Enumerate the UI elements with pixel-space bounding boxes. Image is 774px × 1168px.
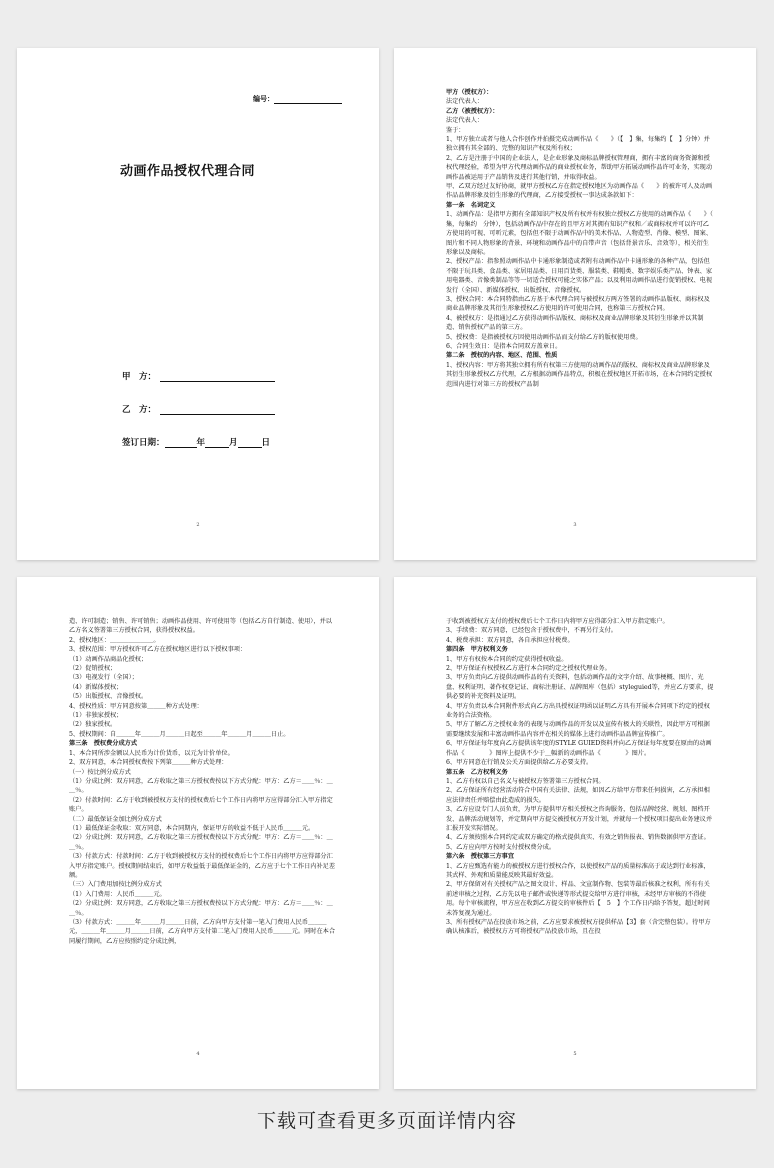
paragraph: 3、乙方应设专门人员负责，为甲方提供甲方相关授权之咨询服务，包括品牌经营、规划、图档开发、品牌活动规划等，并定期向甲方提交被授权方开发计划，并就每一个授权项目提出业务建议并汇报开发实际情况。 <box>446 806 713 832</box>
section-heading: 第五条 乙方权利义务 <box>446 768 508 776</box>
page-body <box>446 617 714 1041</box>
paragraph: 3、授权合同：本合同特指由乙方基于本代理合同与被授权方两方签署的动画作品版权、商标权及商业品牌形象及其衍生形象授权乙方使用的许可使用合同，也称第三方授权合同。 <box>446 295 710 313</box>
contract-number <box>253 94 342 104</box>
paragraph: 2、乙方是注册于中国的企业法人，是企业形象及商标品牌授权管理商，拥有丰富的商务资源和授权代理经验，希望为甲方代理动画作品的商业授权业务，帮助甲方拓展动画作品许可业务，实现动画作品被运用于产品销售及进行其他行销，并取得收益。 <box>446 154 713 181</box>
party-a-label: 甲 方： <box>122 372 157 382</box>
paragraph: 4、甲方负责以本合同附件形式向乙方出具授权证明函以证明乙方具有开展本合同项下约定的授权业务的合法资格。 <box>446 702 710 720</box>
paragraph: （二）最低保证金加比例分成方式 <box>69 815 162 823</box>
paragraph: 5、乙方应向甲方按时支付授权费分成。 <box>446 843 556 851</box>
party-b-blank <box>160 405 275 415</box>
section-heading: 第四条 甲方权利义务 <box>446 646 508 654</box>
party-a-line <box>122 370 275 382</box>
month-label: 月 <box>229 438 238 448</box>
page-number: 2 <box>196 522 200 528</box>
section-heading: 第一条 名词定义 <box>446 201 496 209</box>
page-body <box>69 617 337 1041</box>
paragraph: （3）电视发行（全国）； <box>69 674 138 682</box>
paragraph: （1）入门费用：人民币＿＿＿元。 <box>69 890 166 898</box>
paragraph: 6、合同生效日：是指本合同双方盖章日。 <box>446 342 562 350</box>
paragraph: 6、甲方保证每年度向乙方提供该年度的STYLE GUIED资料并向乙方保证每年度要在原由的动画作品《 》图库上提供不少于＿幅新的动画作品《 》图片。 <box>446 740 712 757</box>
paragraph: （1）非独家授权； <box>69 712 123 720</box>
paragraph: 鉴于： <box>446 126 465 134</box>
section-heading: 第三条 授权费分成方式 <box>69 740 138 748</box>
paragraph: 造、许可制造；销售、许可销售；动画作品使用、许可使用等（包括乙方自行制造、使用），并以乙方名义签署第三方授权合同，获得授权权益。 <box>69 618 332 635</box>
paragraph: 4、乙方须按照本合同约定或双方确定的格式提供真实、有效之销售报表、销售数据供甲方查证。 <box>446 834 710 842</box>
party-b-label: 乙 方： <box>122 405 157 415</box>
paragraph: 2、乙方保证所有经营活动符合中国有关法律、法规，如因乙方给甲方带来任何损害，乙方承担相应法律责任并赔偿由此造成的损失。 <box>446 787 710 804</box>
contract-page-3 <box>394 48 756 560</box>
paragraph: 法定代表人： <box>446 98 484 106</box>
paragraph: 2、授权地区：＿＿＿＿＿＿＿。 <box>69 636 160 644</box>
sign-date-line <box>122 436 270 448</box>
paragraph: 6、甲方同意在行销及公关方面提供给乙方必要支持。 <box>446 759 593 767</box>
paragraph: （2）付款时间：乙方于收到被授权方支付的授权费后七个工作日内将甲方应得部分汇入甲方指定账户。 <box>69 796 333 814</box>
section-heading: 第六条 授权第三方事宜 <box>446 853 515 861</box>
paragraph: 2、授权产品：指参照动画作品中卡通形象制造或者附有动画作品中卡通形象的各种产品，包括但不限于玩具类、食品类、家居用品类、日用百货类、服装类、鞋帽类、数字娱乐类产品、钟表、家用电器类、音像类制品等等一切适合授权可能之实体产品；以及利用动画作品进行促销授权、电视发行（全国）、新媒体授权、出版授权、音像授权。 <box>446 258 713 294</box>
paragraph: 1、动画作品：是指甲方拥有全部知识产权及所有权并有权独立授权乙方使用的动画作品《 》（ 集，每集约 分钟），包括动画作品中存在的且甲方对其拥有知识产权和／或商标权并可以许可乙方使用的可视、可听元素，包括但不限于动画作品中的美术作品、人物造型、肖像、模型、图案、图片和不同人物形象的背景、环境和动画作品中的自带声音（包括背景音乐、音效等），相关衍生形象以及商标。 <box>446 211 720 256</box>
party-a-blank <box>160 372 275 382</box>
paragraph: 3、授权范围：甲方授权许可乙方在授权地区进行以下授权事项： <box>69 646 247 654</box>
paragraph: 4、被授权方：是指通过乙方获得动画作品版权、商标权及商业品牌形象及其衍生形象并以其制造、销售授权产品的第三方。 <box>446 314 704 332</box>
paragraph: （3）付款方式：＿＿＿年＿＿＿月＿＿＿日前，乙方向甲方支付第一笔入门费用人民币＿＿＿元，＿＿＿年＿＿＿月＿＿＿日前，乙方向甲方支付第二笔入门费用人民币＿＿＿元。同时在本合同履行期间，乙方应按照约定分成比例， <box>69 919 336 945</box>
paragraph: （5）出版授权、音像授权。 <box>69 693 148 701</box>
paragraph: （2）分成比例：双方同意，乙方收取之第三方授权费按以下方式分配：甲方：乙方＝＿＿％：＿＿％。 <box>69 834 333 851</box>
paragraph: 1、甲方有权按本合同的约定获得授权收益。 <box>446 655 568 663</box>
year-label: 年 <box>196 438 206 448</box>
paragraph: 3、手续费：双方同意，已经包含于授权费中，不再另行支付。 <box>446 627 617 635</box>
section-heading: 乙方（被授权方）： <box>446 107 499 115</box>
paragraph: 法定代表人： <box>446 117 484 125</box>
contract-cover-page <box>17 48 379 560</box>
contract-title: 动画作品授权代理合同 <box>120 164 256 179</box>
contract-number-blank <box>274 95 342 104</box>
paragraph: 2、甲方保证有权授权乙方进行本合同约定之授权代理业务。 <box>446 665 611 673</box>
paragraph: 3、甲方负责向乙方提供动画作品的有关资料，包括动画作品的文字介绍、故事梗概、图片、光盘、权利证明、著作权登记证、商标注册证、品牌图库（包括）styleguied等，并应乙方要求，提供必要的补充资料及证明。 <box>446 674 714 701</box>
paragraph: （2）独家授权。 <box>69 721 117 729</box>
sign-date-label: 签订日期： <box>122 438 165 448</box>
contract-page-4 <box>17 577 379 1089</box>
day-label: 日 <box>261 438 271 448</box>
paragraph: 1、乙方应甄选有能力的被授权方进行授权合作，以使授权产品的质量标准高于或达到行业标准，其式样、外观和质量能反映其最好效益。 <box>446 862 710 879</box>
contract-page-5 <box>394 577 756 1089</box>
paragraph: 2、双方同意，本合同授权费按下列第＿＿＿种方式处理： <box>69 759 228 767</box>
paragraph: （1）分成比例：双方同意，乙方收取之第三方授权费按以下方式分配：甲方：乙方＝＿＿％：＿＿％。 <box>69 777 333 795</box>
paragraph: （2）促销授权； <box>69 665 117 673</box>
paragraph: 1、甲方独立或者与他人合作创作并拍摄完成动画作品《 》（【 】集，每集约【 】分钟）并独立拥有其全部的、完整的知识产权及所有权； <box>446 136 710 153</box>
download-more-link[interactable]: 下载可查看更多页面详情内容 <box>256 1110 517 1132</box>
party-b-line <box>122 403 275 415</box>
paragraph: 5、授权期间：自＿＿＿年＿＿＿月＿＿＿日起至＿＿＿年＿＿＿月＿＿＿日止。 <box>69 730 290 738</box>
paragraph: （一）按比例分成方式 <box>69 768 131 776</box>
paragraph: 2、甲方保留对有关授权产品之图文设计、样品、文宣制作物、包装等最后核准之权利，所有有关前述审核之过程，乙方先以电子邮件或快递等形式提交给甲方进行审核，未经甲方审核的不得使用。每个审核流程，甲方应在收到乙方提交的审核件后【 5 】个工作日内给予答复，超过时间未答复视为通过。 <box>446 881 710 917</box>
paragraph: （4）新媒体授权； <box>69 683 123 691</box>
paragraph: 甲、乙双方经过友好协商，就甲方授权乙方在指定授权地区为动画作品《 》的被许可人及动画作品品牌形象及衍生形象的代理商，乙方接受授权一事达成条款如下： <box>446 183 713 200</box>
paragraph: 1、本合同所涉金额以人民币为计价货币，以元为计价单位。 <box>69 749 234 757</box>
paragraph: 4、税费承担：双方同意，各自承担应付税费。 <box>446 636 574 644</box>
paragraph: 于收到被授权方支付的授权费后七个工作日内将甲方应得部分汇入甲方指定账户。 <box>446 618 669 625</box>
paragraph: 4、授权性质：甲方同意按第＿＿＿种方式处理： <box>69 702 203 710</box>
section-heading: 甲方（授权方）： <box>446 89 493 96</box>
page-number: 3 <box>573 522 577 528</box>
contract-number-label: 编号： <box>253 94 274 103</box>
page-body <box>446 88 720 512</box>
paragraph: （1）动画作品商品化授权； <box>69 655 148 663</box>
page-number: 4 <box>196 1051 200 1057</box>
paragraph: （三）入门费用加按比例分成方式 <box>69 881 162 889</box>
paragraph: 5、甲方了解乙方之授权业务的表现与动画作品的开发以及宣传有极大的关联性，因此甲方可根据需要继续发展和丰富动画作品内容并在相关的媒体上进行动画作品品牌宣传推广。 <box>446 721 710 738</box>
paragraph: 3、所有授权产品在投放市场之前，乙方应要求被授权方提供样品【3】套（含完整包装）。待甲方确认核准后，被授权方方可将授权产品投放市场，且在投 <box>446 919 711 936</box>
paragraph: （3）付款方式：付款时间：乙方于收到被授权方支付的授权费后七个工作日内将甲方应得部分汇入甲方指定账户。授权期间结束后，如甲方收益低于最低保证金的，乙方应于七个工作日内补足差额。 <box>69 853 336 879</box>
paragraph: （1）最低保证金收取：双方同意，本合同期内，保证甲方的收益不低于人民币＿＿＿元。 <box>69 824 315 832</box>
page-number: 5 <box>573 1051 577 1057</box>
section-heading: 第二条 授权的内容、地区、范围、性质 <box>446 352 558 360</box>
paragraph: 1、乙方有权以自己名义与被授权方签署第三方授权合同。 <box>446 777 605 785</box>
paragraph: （2）分成比例：双方同意，乙方收取之第三方授权费按以下方式分配：甲方：乙方＝＿＿％：＿＿％。 <box>69 900 333 917</box>
paragraph: 1、授权内容：甲方将其独立拥有所有权第三方使用的动画作品的版权、商标权及商业品牌形象及其衍生形象授权乙方代理，乙方根据动画作品特点，积极在授权地区开拓市场，在本合同约定授权范围内进行对第三方的授权产品制 <box>446 361 713 388</box>
paragraph: 5、授权费：是指被授权方因使用动画作品而支付给乙方的版权使用费。 <box>446 333 642 341</box>
